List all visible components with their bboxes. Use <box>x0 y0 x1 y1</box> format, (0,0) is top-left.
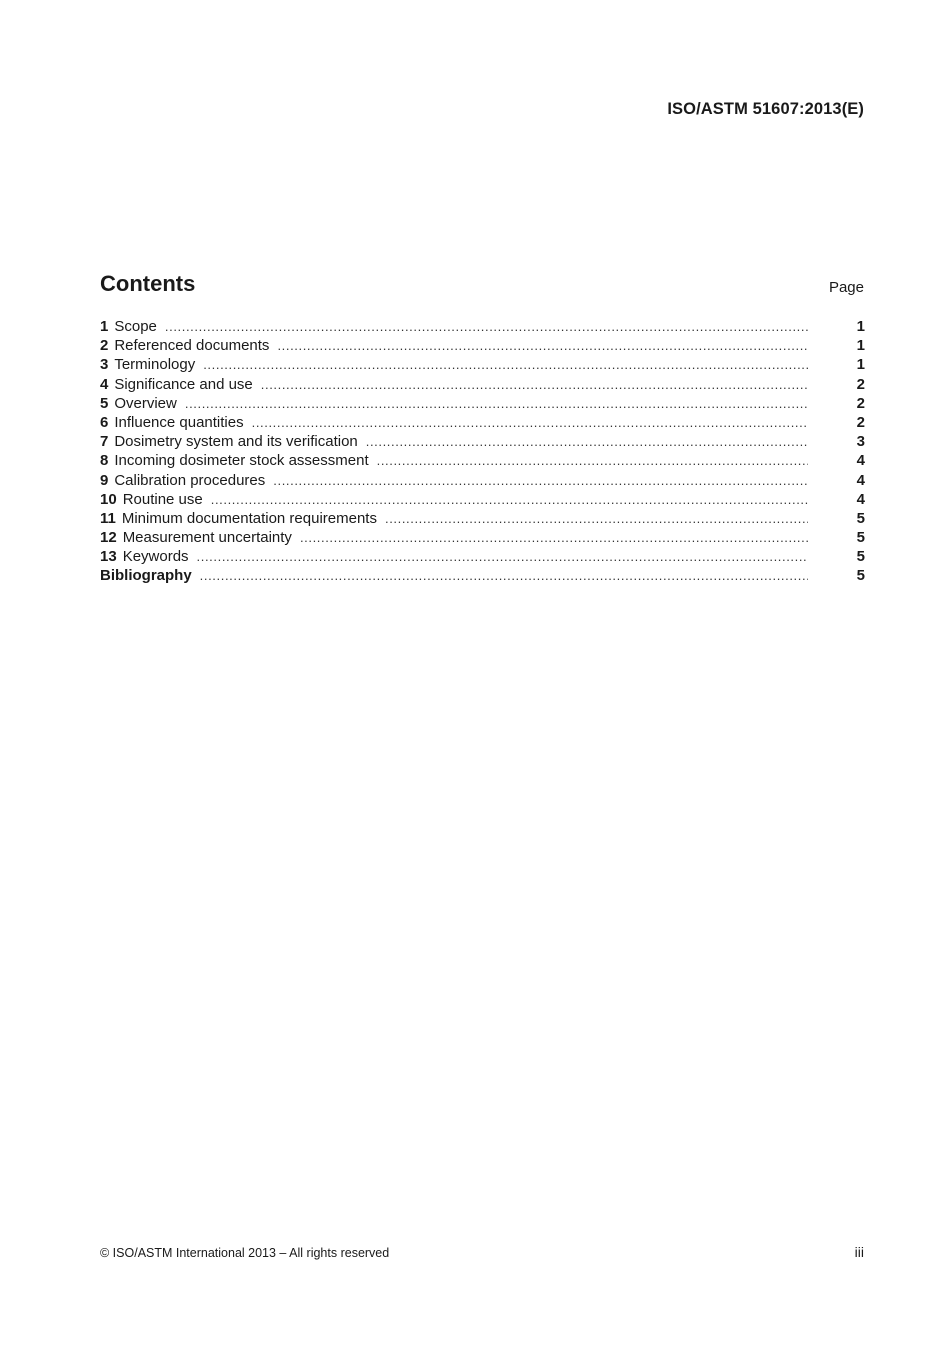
toc-entry-title: Calibration procedures <box>114 471 266 489</box>
contents-title: Contents <box>100 271 196 296</box>
toc-entry-keywords[interactable] <box>100 547 865 566</box>
toc-entry-title: Measurement uncertainty <box>122 529 292 547</box>
toc-entry-page: 1 <box>856 318 865 335</box>
toc-entry-title: Bibliography <box>100 567 192 585</box>
toc-entry-page: 4 <box>856 452 865 470</box>
dot-leader <box>165 317 808 336</box>
toc-entry-title: Scope <box>114 318 157 335</box>
toc-entry-title: Incoming dosimeter stock assessment <box>114 452 369 470</box>
footer-page-number: iii <box>854 1244 864 1260</box>
toc-entry-number: 2 <box>100 337 109 355</box>
toc-entry-number: 6 <box>100 413 109 431</box>
toc-entry-number: 12 <box>100 529 117 547</box>
toc-entry-terminology[interactable] <box>100 355 865 374</box>
dot-leader <box>252 413 808 432</box>
toc-entry-number: 13 <box>100 548 117 566</box>
toc-entry-title: Dosimetry system and its verification <box>114 433 358 451</box>
dot-leader <box>385 509 808 528</box>
table-of-contents <box>100 317 865 586</box>
dot-leader <box>200 566 808 585</box>
toc-entry-dosimetry-system[interactable] <box>100 432 865 451</box>
toc-entry-scope[interactable] <box>100 317 865 336</box>
toc-entry-page: 2 <box>856 375 865 393</box>
toc-entry-title: Significance and use <box>114 375 253 393</box>
dot-leader <box>197 547 808 566</box>
toc-entry-overview[interactable] <box>100 394 865 413</box>
toc-entry-number: 4 <box>100 375 109 393</box>
dot-leader <box>366 432 808 451</box>
dot-leader <box>300 528 808 547</box>
dot-leader <box>261 375 808 394</box>
dot-leader <box>377 451 808 470</box>
toc-entry-page: 5 <box>856 548 865 566</box>
toc-entry-number: 8 <box>100 452 109 470</box>
dot-leader <box>273 471 808 490</box>
toc-entry-number: 1 <box>100 318 109 335</box>
document-identifier: ISO/ASTM 51607:2013(E) <box>667 100 864 118</box>
toc-entry-influence-quantities[interactable] <box>100 413 865 432</box>
toc-entry-page: 3 <box>856 433 865 451</box>
toc-entry-page: 4 <box>856 471 865 489</box>
toc-entry-page: 2 <box>856 413 865 431</box>
toc-entry-page: 5 <box>856 529 865 547</box>
dot-leader <box>277 336 808 355</box>
toc-entry-title: Influence quantities <box>114 413 244 431</box>
toc-entry-title: Overview <box>114 394 177 412</box>
toc-entry-referenced-documents[interactable] <box>100 336 865 355</box>
dot-leader <box>211 490 808 509</box>
page-column-label: Page <box>828 279 864 296</box>
toc-entry-bibliography[interactable] <box>100 566 865 585</box>
toc-entry-title: Routine use <box>122 490 203 508</box>
toc-entry-calibration-procedures[interactable] <box>100 471 865 490</box>
toc-entry-incoming-stock-assessment[interactable] <box>100 451 865 470</box>
dot-leader <box>203 355 808 374</box>
toc-entry-page: 2 <box>856 394 865 412</box>
toc-entry-measurement-uncertainty[interactable] <box>100 528 865 547</box>
toc-entry-minimum-documentation[interactable] <box>100 509 865 528</box>
toc-entry-title: Minimum documentation requirements <box>121 509 377 527</box>
toc-entry-title: Referenced documents <box>114 337 270 355</box>
toc-entry-title: Keywords <box>122 548 189 566</box>
toc-entry-page: 1 <box>856 356 865 374</box>
dot-leader <box>185 394 808 413</box>
toc-entry-page: 5 <box>856 567 865 585</box>
toc-entry-number: 5 <box>100 394 109 412</box>
toc-entry-number: 10 <box>100 490 117 508</box>
toc-entry-number: 3 <box>100 356 109 374</box>
toc-entry-title: Terminology <box>114 356 196 374</box>
toc-entry-page: 1 <box>856 337 865 355</box>
toc-entry-number: 9 <box>100 471 109 489</box>
footer-copyright: © ISO/ASTM International 2013 – All rights reserved <box>100 1246 390 1260</box>
toc-entry-page: 4 <box>856 490 865 508</box>
toc-entry-number: 7 <box>100 433 109 451</box>
toc-entry-page: 5 <box>856 509 865 527</box>
toc-entry-number: 11 <box>100 509 116 527</box>
toc-entry-routine-use[interactable] <box>100 490 865 509</box>
toc-entry-significance-and-use[interactable] <box>100 375 865 394</box>
